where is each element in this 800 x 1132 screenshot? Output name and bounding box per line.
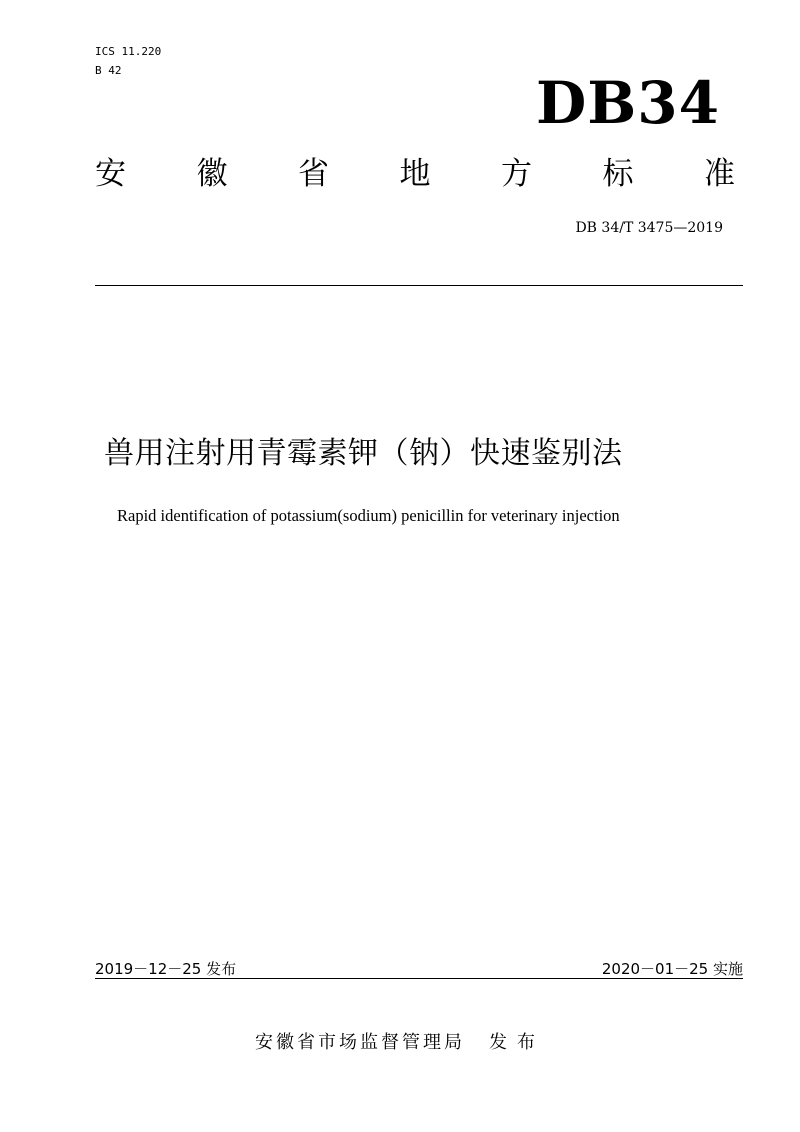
document-title-english: Rapid identification of potassium(sodium) penicillin for veterinary injection (117, 506, 620, 525)
standard-name-char: 徽 (196, 156, 228, 192)
standard-code: DB 34/T 3475—2019 (575, 220, 723, 236)
standard-name-char: 准 (704, 156, 735, 192)
standard-logo: DB34 (535, 69, 720, 137)
standard-name-char: 方 (501, 156, 532, 192)
classification-block (95, 42, 161, 80)
issue-date: 2019－12－25 发布 (95, 960, 237, 978)
ccs-code: B 42 (95, 64, 122, 77)
standard-name-char: 安 (95, 156, 126, 192)
standard-name-char: 省 (298, 156, 329, 192)
document-title-chinese: 兽用注射用青霉素钾（钠）快速鉴别法 (104, 436, 623, 471)
dates-row (95, 958, 743, 980)
issuer-organization: 安徽省市场监督管理局 (255, 1032, 465, 1053)
bottom-divider (95, 978, 743, 979)
issuer-line (0, 1030, 800, 1056)
standard-name-char: 标 (602, 156, 634, 192)
ics-code: ICS 11.220 (95, 45, 162, 58)
top-divider (95, 285, 743, 286)
issuer-action: 发布 (489, 1032, 545, 1053)
standard-name-char: 地 (399, 156, 431, 192)
standard-type-name (95, 154, 735, 194)
implementation-date: 2020－01－25 实施 (601, 960, 743, 978)
